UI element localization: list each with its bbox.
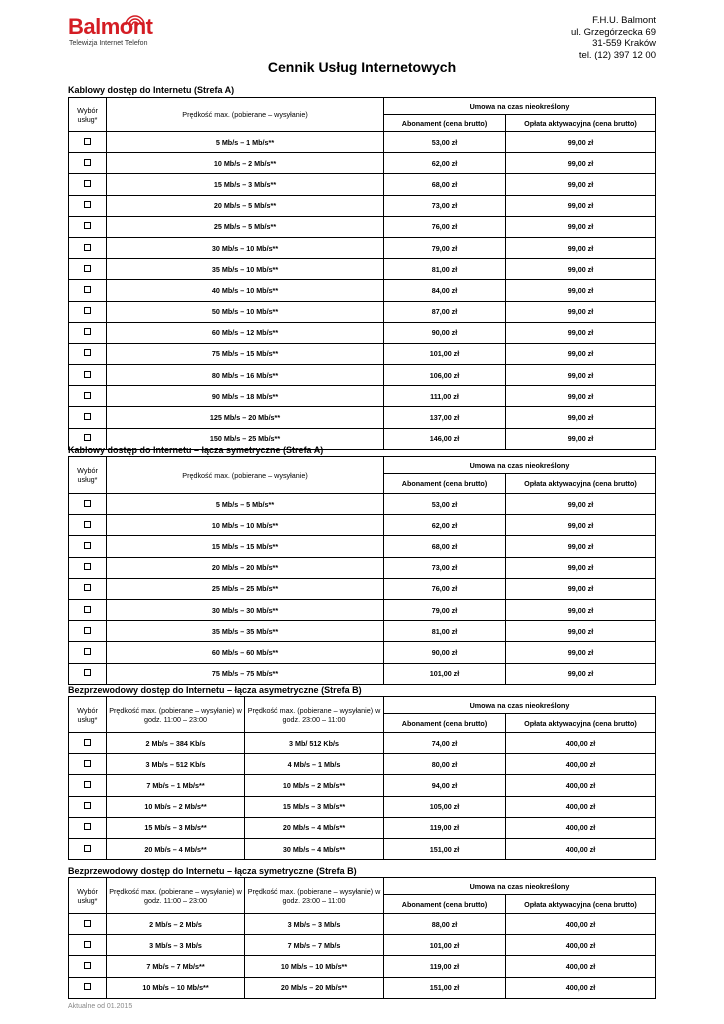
activation-fee: 99,00 zł [506, 494, 656, 515]
service-checkbox[interactable] [84, 307, 91, 314]
service-checkbox[interactable] [84, 542, 91, 549]
table-row [69, 621, 656, 642]
speed-cell: 40 Mb/s – 10 Mb/s** [107, 280, 384, 301]
select-cell [69, 407, 107, 428]
service-checkbox[interactable] [84, 265, 91, 272]
speed-night-cell: 3 Mb/ 512 Kb/s [245, 733, 384, 754]
activation-fee: 99,00 zł [506, 386, 656, 407]
table-row [69, 733, 656, 754]
select-column-header: Wybór usług* [69, 98, 107, 132]
select-cell [69, 386, 107, 407]
speed-day-cell: 3 Mb/s – 3 Mb/s [107, 935, 245, 956]
service-checkbox[interactable] [84, 941, 91, 948]
service-checkbox[interactable] [84, 244, 91, 251]
activation-fee: 99,00 zł [506, 259, 656, 280]
subscription-price: 101,00 zł [384, 935, 506, 956]
service-checkbox[interactable] [84, 983, 91, 990]
activation-fee: 400,00 zł [506, 733, 656, 754]
activation-fee: 99,00 zł [506, 428, 656, 449]
table-row [69, 322, 656, 343]
speed-day-column-header: Prędkość max. (pobierane – wysyłanie) w godz. 11:00 – 23:00 [107, 878, 245, 914]
select-cell [69, 237, 107, 258]
service-checkbox[interactable] [84, 845, 91, 852]
speed-night-cell: 7 Mb/s – 7 Mb/s [245, 935, 384, 956]
select-cell [69, 838, 107, 859]
activation-fee: 400,00 zł [506, 935, 656, 956]
page-title: Cennik Usług Internetowych [267, 59, 457, 75]
service-checkbox[interactable] [84, 159, 91, 166]
select-cell [69, 343, 107, 364]
select-cell [69, 663, 107, 684]
select-cell [69, 216, 107, 237]
activation-fee: 99,00 zł [506, 301, 656, 322]
speed-cell: 5 Mb/s – 5 Mb/s** [107, 494, 384, 515]
subscription-price: 88,00 zł [384, 914, 506, 935]
select-cell [69, 280, 107, 301]
speed-day-cell: 3 Mb/s – 512 Kb/s [107, 754, 245, 775]
service-checkbox[interactable] [84, 500, 91, 507]
speed-day-cell: 7 Mb/s – 7 Mb/s** [107, 956, 245, 977]
speed-cell: 25 Mb/s – 25 Mb/s** [107, 578, 384, 599]
speed-day-cell: 20 Mb/s – 4 Mb/s** [107, 838, 245, 859]
subscription-price: 111,00 zł [384, 386, 506, 407]
table-row [69, 935, 656, 956]
speed-night-cell: 3 Mb/s – 3 Mb/s [245, 914, 384, 935]
speed-cell: 50 Mb/s – 10 Mb/s** [107, 301, 384, 322]
footer-date: Aktualne od 01.2015 [68, 1003, 133, 1010]
contract-header: Umowa na czas nieokreślony [384, 878, 656, 895]
company-street: ul. Grzegórzecka 69 [570, 26, 656, 38]
section-title: Bezprzewodowy dostęp do Internetu – łącza symetryczne (Strefa B) [68, 866, 357, 876]
service-checkbox[interactable] [84, 413, 91, 420]
service-checkbox[interactable] [84, 392, 91, 399]
activation-column-header: Opłata aktywacyjna (cena brutto) [506, 714, 656, 733]
table-row [69, 515, 656, 536]
speed-cell: 60 Mb/s – 60 Mb/s** [107, 642, 384, 663]
section-title: Bezprzewodowy dostęp do Internetu – łącza asymetryczne (Strefa B) [68, 685, 362, 695]
table-row [69, 663, 656, 684]
activation-fee: 99,00 zł [506, 578, 656, 599]
service-checkbox[interactable] [84, 920, 91, 927]
activation-fee: 400,00 zł [506, 775, 656, 796]
subscription-price: 76,00 zł [384, 216, 506, 237]
price-table [68, 456, 656, 685]
speed-cell: 5 Mb/s – 1 Mb/s** [107, 132, 384, 153]
activation-fee: 99,00 zł [506, 322, 656, 343]
table-row [69, 132, 656, 153]
speed-day-cell: 10 Mb/s – 10 Mb/s** [107, 977, 245, 998]
speed-cell: 15 Mb/s – 15 Mb/s** [107, 536, 384, 557]
activation-column-header: Opłata aktywacyjna (cena brutto) [506, 474, 656, 494]
service-checkbox[interactable] [84, 328, 91, 335]
table-row [69, 174, 656, 195]
table-row [69, 386, 656, 407]
activation-fee: 400,00 zł [506, 956, 656, 977]
select-cell [69, 174, 107, 195]
service-checkbox[interactable] [84, 781, 91, 788]
speed-night-column-header: Prędkość max. (pobierane – wysyłanie) w godz. 23:00 – 11:00 [245, 878, 384, 914]
speed-cell: 10 Mb/s – 2 Mb/s** [107, 153, 384, 174]
subscription-price: 119,00 zł [384, 956, 506, 977]
select-column-header: Wybór usług* [69, 457, 107, 494]
service-checkbox[interactable] [84, 286, 91, 293]
table-row [69, 216, 656, 237]
select-cell [69, 914, 107, 935]
subscription-price: 74,00 zł [384, 733, 506, 754]
service-checkbox[interactable] [84, 627, 91, 634]
header-row [69, 878, 656, 895]
activation-fee: 99,00 zł [506, 237, 656, 258]
speed-cell: 15 Mb/s – 3 Mb/s** [107, 174, 384, 195]
price-table [68, 696, 656, 860]
select-cell [69, 153, 107, 174]
contract-header: Umowa na czas nieokreślony [384, 98, 656, 115]
subscription-price: 151,00 zł [384, 838, 506, 859]
service-checkbox[interactable] [84, 434, 91, 441]
service-checkbox[interactable] [84, 371, 91, 378]
activation-fee: 99,00 zł [506, 663, 656, 684]
section-title: Kablowy dostęp do Internetu – łącza symetryczne (Strefa A) [68, 445, 324, 455]
select-cell [69, 621, 107, 642]
select-cell [69, 322, 107, 343]
subscription-price: 76,00 zł [384, 578, 506, 599]
select-cell [69, 536, 107, 557]
subscription-price: 81,00 zł [384, 621, 506, 642]
select-cell [69, 935, 107, 956]
select-cell [69, 578, 107, 599]
subscription-price: 105,00 zł [384, 796, 506, 817]
subscription-price: 101,00 zł [384, 343, 506, 364]
table-row [69, 301, 656, 322]
activation-fee: 400,00 zł [506, 817, 656, 838]
activation-fee: 99,00 zł [506, 536, 656, 557]
activation-fee: 99,00 zł [506, 621, 656, 642]
table-row [69, 153, 656, 174]
activation-fee: 99,00 zł [506, 343, 656, 364]
activation-fee: 99,00 zł [506, 153, 656, 174]
subscription-price: 106,00 zł [384, 365, 506, 386]
subscription-price: 81,00 zł [384, 259, 506, 280]
activation-fee: 99,00 zł [506, 365, 656, 386]
speed-cell: 20 Mb/s – 5 Mb/s** [107, 195, 384, 216]
speed-night-cell: 10 Mb/s – 2 Mb/s** [245, 775, 384, 796]
subscription-price: 84,00 zł [384, 280, 506, 301]
subscription-column-header: Abonament (cena brutto) [384, 895, 506, 914]
speed-cell: 20 Mb/s – 20 Mb/s** [107, 557, 384, 578]
activation-fee: 99,00 zł [506, 216, 656, 237]
subscription-price: 73,00 zł [384, 557, 506, 578]
service-checkbox[interactable] [84, 823, 91, 830]
subscription-price: 53,00 zł [384, 494, 506, 515]
select-cell [69, 733, 107, 754]
subscription-price: 87,00 zł [384, 301, 506, 322]
subscription-price: 62,00 zł [384, 153, 506, 174]
table-row [69, 914, 656, 935]
speed-cell: 25 Mb/s – 5 Mb/s** [107, 216, 384, 237]
subscription-column-header: Abonament (cena brutto) [384, 115, 506, 132]
service-checkbox[interactable] [84, 669, 91, 676]
activation-column-header: Opłata aktywacyjna (cena brutto) [506, 115, 656, 132]
subscription-price: 101,00 zł [384, 663, 506, 684]
service-checkbox[interactable] [84, 584, 91, 591]
table-row [69, 599, 656, 620]
company-city: 31-559 Kraków [592, 38, 656, 49]
contract-header: Umowa na czas nieokreślony [384, 697, 656, 714]
table-row [69, 557, 656, 578]
table-row [69, 956, 656, 977]
service-checkbox[interactable] [84, 648, 91, 655]
speed-day-cell: 2 Mb/s – 384 Kb/s [107, 733, 245, 754]
speed-day-column-header: Prędkość max. (pobierane – wysyłanie) w godz. 11:00 – 23:00 [107, 697, 245, 733]
subscription-price: 79,00 zł [384, 599, 506, 620]
subscription-price: 68,00 zł [384, 536, 506, 557]
service-checkbox[interactable] [84, 222, 91, 229]
contract-header: Umowa na czas nieokreślony [384, 457, 656, 474]
speed-cell: 90 Mb/s – 18 Mb/s** [107, 386, 384, 407]
subscription-price: 53,00 zł [384, 132, 506, 153]
select-cell [69, 977, 107, 998]
activation-fee: 99,00 zł [506, 280, 656, 301]
speed-night-cell: 10 Mb/s – 10 Mb/s** [245, 956, 384, 977]
speed-night-cell: 4 Mb/s – 1 Mb/s [245, 754, 384, 775]
activation-fee: 99,00 zł [506, 195, 656, 216]
table-row [69, 578, 656, 599]
service-checkbox[interactable] [84, 739, 91, 746]
speed-night-cell: 20 Mb/s – 4 Mb/s** [245, 817, 384, 838]
speed-day-cell: 15 Mb/s – 3 Mb/s** [107, 817, 245, 838]
activation-fee: 99,00 zł [506, 132, 656, 153]
subscription-price: 119,00 zł [384, 817, 506, 838]
subscription-price: 62,00 zł [384, 515, 506, 536]
service-checkbox[interactable] [84, 138, 91, 145]
activation-column-header: Opłata aktywacyjna (cena brutto) [506, 895, 656, 914]
select-cell [69, 642, 107, 663]
price-table [68, 97, 656, 450]
table-row [69, 536, 656, 557]
table-row [69, 817, 656, 838]
table-row [69, 775, 656, 796]
activation-fee: 99,00 zł [506, 174, 656, 195]
select-cell [69, 132, 107, 153]
company-name: F.H.U. Balmont [592, 15, 656, 26]
speed-day-cell: 7 Mb/s – 1 Mb/s** [107, 775, 245, 796]
table-row [69, 977, 656, 998]
section-title: Kablowy dostęp do Internetu (Strefa A) [68, 85, 235, 95]
price-table [68, 877, 656, 999]
table-row [69, 195, 656, 216]
service-checkbox[interactable] [84, 349, 91, 356]
table-row [69, 407, 656, 428]
speed-cell: 60 Mb/s – 12 Mb/s** [107, 322, 384, 343]
speed-cell: 80 Mb/s – 16 Mb/s** [107, 365, 384, 386]
subscription-price: 90,00 zł [384, 322, 506, 343]
activation-fee: 99,00 zł [506, 642, 656, 663]
speed-night-cell: 15 Mb/s – 3 Mb/s** [245, 796, 384, 817]
table-row [69, 838, 656, 859]
activation-fee: 400,00 zł [506, 796, 656, 817]
select-column-header: Wybór usług* [69, 878, 107, 914]
table-row [69, 259, 656, 280]
header-row [69, 457, 656, 474]
subscription-column-header: Abonament (cena brutto) [384, 714, 506, 733]
activation-fee: 400,00 zł [506, 838, 656, 859]
table-row [69, 754, 656, 775]
subscription-price: 151,00 zł [384, 977, 506, 998]
speed-cell: 30 Mb/s – 30 Mb/s** [107, 599, 384, 620]
activation-fee: 99,00 zł [506, 557, 656, 578]
logo-name: Balmont [68, 14, 153, 39]
service-checkbox[interactable] [84, 521, 91, 528]
speed-night-cell: 20 Mb/s – 20 Mb/s** [245, 977, 384, 998]
select-cell [69, 796, 107, 817]
table-row [69, 280, 656, 301]
table-row [69, 494, 656, 515]
logo-tagline: Telewizja Internet Telefon [69, 40, 148, 47]
speed-night-cell: 30 Mb/s – 4 Mb/s** [245, 838, 384, 859]
speed-column-header: Prędkość max. (pobierane – wysyłanie) [107, 98, 384, 132]
activation-fee: 99,00 zł [506, 599, 656, 620]
header-row [69, 98, 656, 115]
subscription-price: 90,00 zł [384, 642, 506, 663]
table-row [69, 237, 656, 258]
activation-fee: 99,00 zł [506, 407, 656, 428]
speed-cell: 10 Mb/s – 10 Mb/s** [107, 515, 384, 536]
activation-fee: 400,00 zł [506, 977, 656, 998]
company-logo [68, 12, 168, 52]
table-row [69, 365, 656, 386]
speed-night-column-header: Prędkość max. (pobierane – wysyłanie) w godz. 23:00 – 11:00 [245, 697, 384, 733]
select-cell [69, 557, 107, 578]
select-column-header: Wybór usług* [69, 697, 107, 733]
activation-fee: 99,00 zł [506, 515, 656, 536]
speed-cell: 35 Mb/s – 10 Mb/s** [107, 259, 384, 280]
subscription-price: 73,00 zł [384, 195, 506, 216]
table-row [69, 796, 656, 817]
subscription-price: 79,00 zł [384, 237, 506, 258]
select-cell [69, 494, 107, 515]
speed-cell: 125 Mb/s – 20 Mb/s** [107, 407, 384, 428]
subscription-price: 94,00 zł [384, 775, 506, 796]
header-row [69, 697, 656, 714]
select-cell [69, 365, 107, 386]
table-row [69, 343, 656, 364]
speed-day-cell: 10 Mb/s – 2 Mb/s** [107, 796, 245, 817]
select-cell [69, 599, 107, 620]
speed-cell: 75 Mb/s – 75 Mb/s** [107, 663, 384, 684]
service-checkbox[interactable] [84, 180, 91, 187]
select-cell [69, 775, 107, 796]
subscription-price: 68,00 zł [384, 174, 506, 195]
subscription-column-header: Abonament (cena brutto) [384, 474, 506, 494]
speed-cell: 150 Mb/s – 25 Mb/s** [107, 428, 384, 449]
service-checkbox[interactable] [84, 760, 91, 767]
speed-day-cell: 2 Mb/s – 2 Mb/s [107, 914, 245, 935]
service-checkbox[interactable] [84, 802, 91, 809]
activation-fee: 400,00 zł [506, 754, 656, 775]
select-cell [69, 754, 107, 775]
company-phone: tel. (12) 397 12 00 [578, 49, 656, 61]
subscription-price: 80,00 zł [384, 754, 506, 775]
select-cell [69, 195, 107, 216]
service-checkbox[interactable] [84, 962, 91, 969]
speed-cell: 35 Mb/s – 35 Mb/s** [107, 621, 384, 642]
activation-fee: 400,00 zł [506, 914, 656, 935]
select-cell [69, 301, 107, 322]
subscription-price: 146,00 zł [384, 428, 506, 449]
service-checkbox[interactable] [84, 563, 91, 570]
select-cell [69, 817, 107, 838]
speed-cell: 75 Mb/s – 15 Mb/s** [107, 343, 384, 364]
speed-cell: 30 Mb/s – 10 Mb/s** [107, 237, 384, 258]
select-cell [69, 259, 107, 280]
service-checkbox[interactable] [84, 606, 91, 613]
service-checkbox[interactable] [84, 201, 91, 208]
company-address [571, 15, 656, 61]
speed-column-header: Prędkość max. (pobierane – wysyłanie) [107, 457, 384, 494]
subscription-price: 137,00 zł [384, 407, 506, 428]
table-row [69, 642, 656, 663]
select-cell [69, 515, 107, 536]
select-cell [69, 956, 107, 977]
